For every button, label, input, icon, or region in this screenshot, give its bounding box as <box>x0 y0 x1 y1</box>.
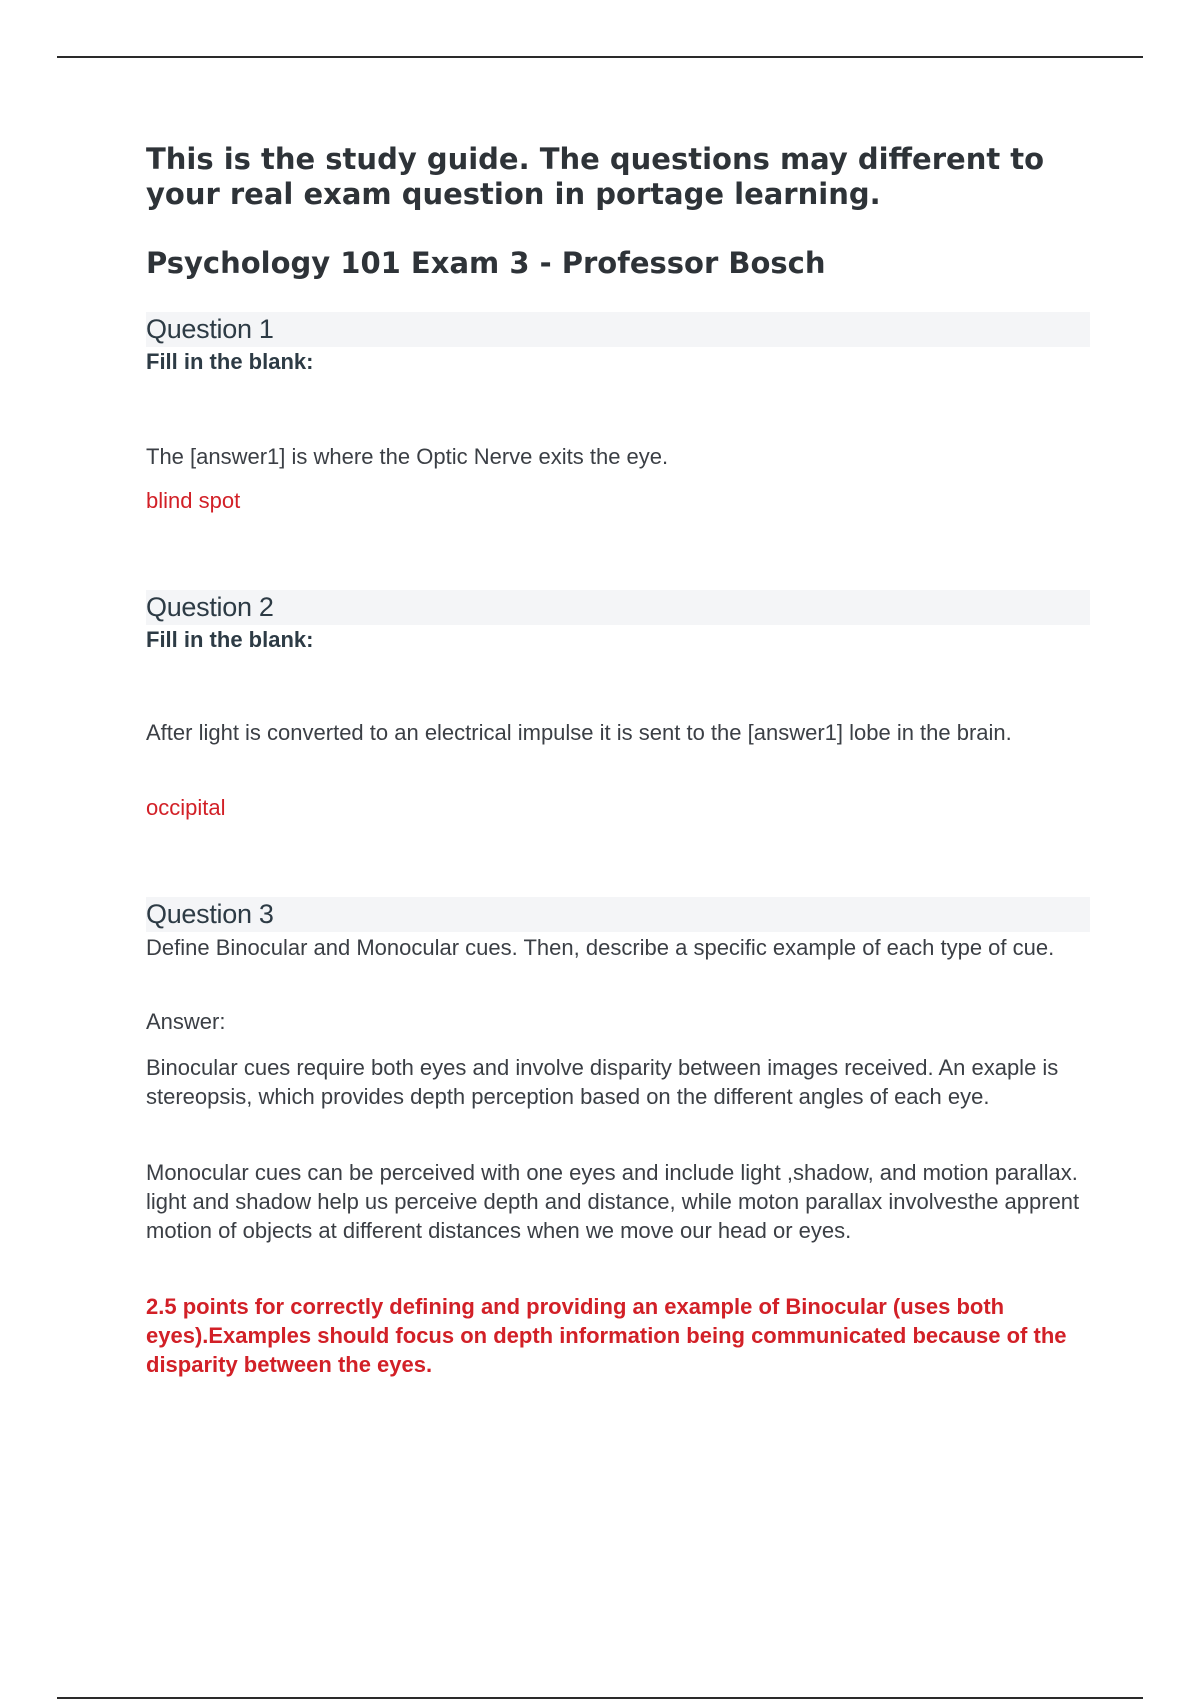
question-1-text: The [answer1] is where the Optic Nerve exits the eye. <box>146 444 669 469</box>
question-2-label: Question 2 <box>146 592 274 622</box>
exam-title: Psychology 101 Exam 3 - Professor Bosch <box>146 246 826 280</box>
question-2-header <box>146 590 1090 625</box>
question-3-answer-paragraph-1: Binocular cues require both eyes and involve disparity between images received. An exaple is stereopsis, which provides depth perception based on the different angles of each eye. <box>146 1055 1059 1109</box>
question-1-subheader: Fill in the blank: <box>146 349 314 374</box>
question-2-answer: occipital <box>146 795 226 820</box>
question-3-answer-paragraph-2: Monocular cues can be perceived with one eyes and include light ,shadow, and motion parallax. light and shadow help us perceive depth and distance, while moton parallax involvesthe apprent motion of objects at different distances when we move our head or eyes. <box>146 1160 1080 1243</box>
question-3-rubric: 2.5 points for correctly defining and providing an example of Binocular (uses both eyes).Examples should focus on depth information being communicated because of the disparity between the eyes. <box>146 1294 1067 1377</box>
question-2-text: After light is converted to an electrical impulse it is sent to the [answer1] lobe in the brain. <box>146 720 1012 745</box>
question-1-answer: blind spot <box>146 488 241 513</box>
question-3-header <box>146 897 1090 932</box>
question-2-subheader: Fill in the blank: <box>146 627 314 652</box>
question-3-answer-label: Answer: <box>146 1009 226 1034</box>
top-rule <box>57 56 1143 58</box>
question-1-header <box>146 312 1090 347</box>
question-3-label: Question 3 <box>146 899 274 929</box>
bottom-rule <box>57 1697 1143 1699</box>
question-3-text: Define Binocular and Monocular cues. Then, describe a specific example of each type of cue. <box>146 935 1055 960</box>
question-1-label: Question 1 <box>146 314 274 344</box>
intro-text: This is the study guide. The questions may different to your real exam question in portage learning. <box>146 142 1045 211</box>
